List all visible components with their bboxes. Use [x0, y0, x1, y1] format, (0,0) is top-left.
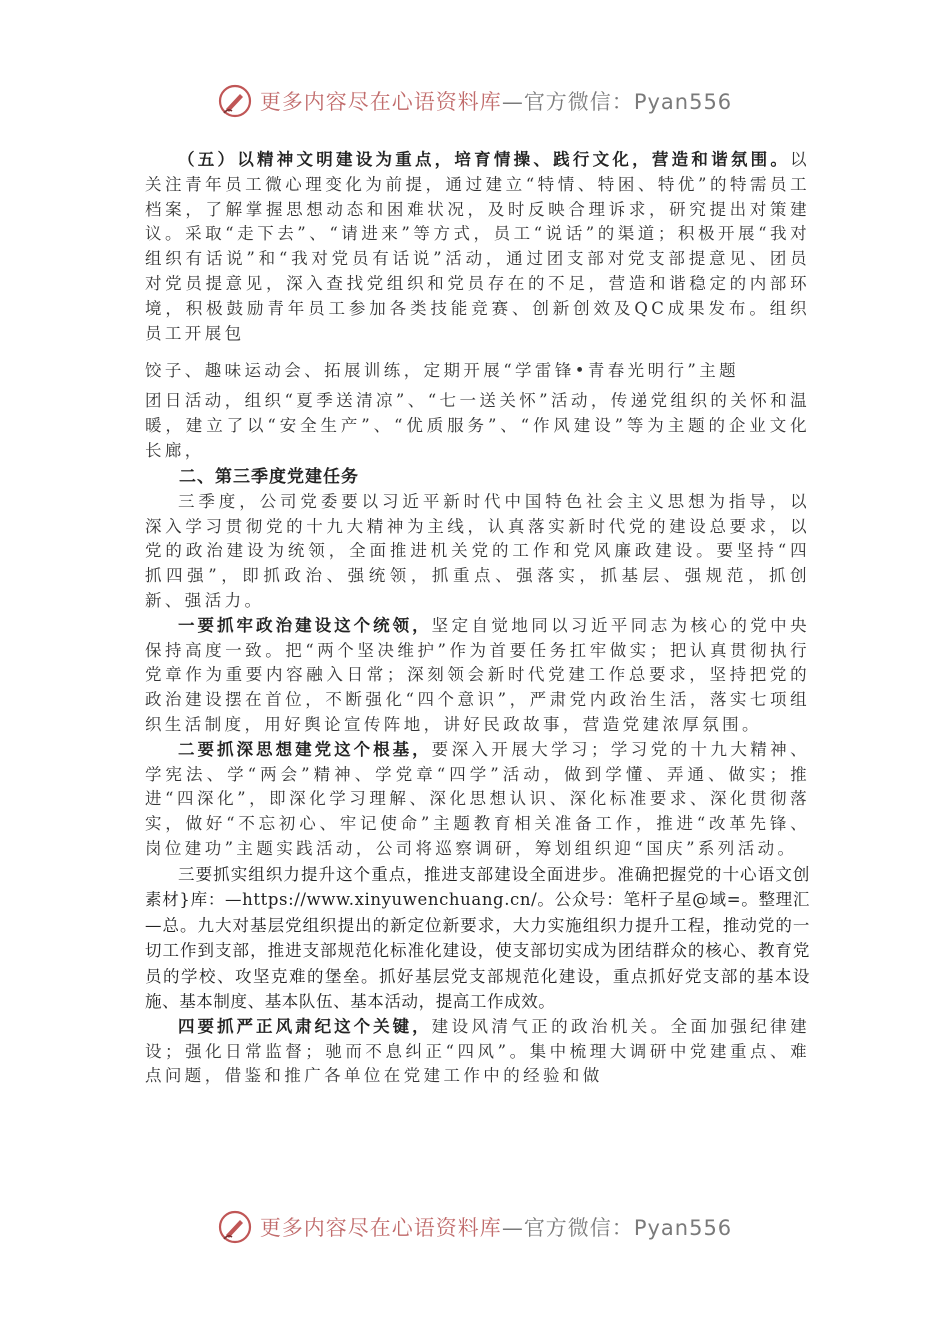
section-heading: 二、第三季度党建任务	[179, 466, 359, 487]
paragraph-line	[145, 389, 810, 463]
pen-logo-icon	[218, 1210, 252, 1244]
paragraph-lead: 一要抓牢政治建设这个统领，	[178, 615, 432, 635]
banner-suffix: 官方微信：	[523, 90, 634, 114]
pen-logo-icon	[218, 84, 252, 118]
paragraph-discipline	[145, 1015, 810, 1089]
paragraph-text: 三季度，公司党委要以习近平新时代中国特色社会主义思想为指导，以深入学习贯彻党的十九大精神为主线，认真落实新时代党的建设总要求，以党的政治建设为统领，全面推进机关党的工作和党风廉政建设。要坚持“四抓四强”，即抓政治、强统领，抓重点、强落实，抓基层、强规范，抓创新、强活力。	[145, 491, 810, 610]
banner-suffix: 官方微信：	[523, 1216, 634, 1240]
banner-account: Pyan556	[633, 90, 733, 114]
paragraph-text: 三要抓实组织力提升这个重点，推进支部建设全面进步。准确把握党的十心语文创素材}库：—https://www.xinyuwenchuang.cn/。公众号：笔杆子星@域=。整理汇—总。九大对基层党组织提出的新定位新要求，大力实施组织力提升工程，推动党的一切工作到支部，推进支部规范化标准化建设，使支部切实成为团结群众的核心、教育党员的学校、攻坚克难的堡垒。抓好基层党支部规范化建设，重点抓好党支部的基本设施、基本制度、基本队伍、基本活动，提高工作成效。	[145, 864, 810, 1012]
paragraph-text: 饺子、趣味运动会、拓展训练，定期开展“学雷锋•青春光明行”主题	[145, 361, 740, 381]
paragraph-text: 团日活动，组织“夏季送清凉”、“七一送关怀”活动，传递党组织的关怀和温暖，建立了以“安全生产”、“优质服务”、“作风建设”等为主题的企业文化长廊，	[145, 391, 810, 460]
paragraph-text: 要深入开展大学习；学习党的十九大精神、学宪法、学“两会”精神、学党章“四学”活动，做到学懂、弄通、做实；推进“四深化”，即深化学习理解、深化思想认识、深化标准要求、深化贯彻落实，做好“不忘初心、牢记使命”主题教育相关准备工作，推进“改革先锋、岗位建功”主题实践活动，公司将巡察调研，筹划组织迎“国庆”系列活动。	[145, 739, 810, 858]
paragraph-politics	[145, 614, 810, 738]
banner-account: Pyan556	[633, 1216, 733, 1240]
document-body	[145, 148, 810, 1089]
paragraph-q3	[145, 490, 810, 614]
paragraph-text: 以关注青年员工微心理变化为前提，通过建立“特情、特困、特优”的特需员工档案，了解掌握思想动态和困难状况，及时反映合理诉求，研究提出对策建议。采取“走下去”、“请进来”等方式，员工“说话”的渠道；积极开展“我对组织有话说”和“我对党员有话说”活动，通过团支部对党支部提意见、团员对党员提意见，深入查找党组织和党员存在的不足，营造和谐稳定的内部环境，积极鼓励青年员工参加各类技能竞赛、创新创效及QC成果发布。组织员工开展包	[145, 150, 810, 343]
paragraph-text: 建设风清气正的政治机关。全面加强纪律建设；强化日常监督；驰而不息纠正“四风”。集中梳理大调研中党建重点、难点问题，借鉴和推广各单位在党建工作中的经验和做	[145, 1016, 810, 1086]
footer-banner	[0, 1210, 950, 1254]
banner-text	[260, 1212, 732, 1242]
banner-prefix: 更多内容尽在心语资料库	[259, 1216, 502, 1240]
paragraph-lead: （五）以精神文明建设为重点，培育情操、践行文化，营造和谐氛围。	[178, 150, 791, 169]
paragraph-culture	[145, 148, 810, 346]
paragraph-text: 坚定自觉地同以习近平同志为核心的党中央保持高度一致。把“两个坚决维护”作为首要任务扛牢做实；把认真贯彻执行党章作为重要内容融入日常；深刻领会新时代党建工作总要求，坚持把党的政治建设摆在首位，不断强化“四个意识”，严肃党内政治生活，落实七项组织生活制度，用好舆论宣传阵地，讲好民政故事，营造党建浓厚氛围。	[145, 615, 810, 734]
banner-prefix: 更多内容尽在心语资料库	[259, 90, 502, 114]
paragraph-lead: 二要抓深思想建党这个根基，	[178, 739, 432, 759]
banner-dash: —	[501, 1216, 524, 1240]
paragraph-lead: 四要抓严正风肃纪这个关键，	[178, 1016, 432, 1036]
header-banner	[0, 84, 950, 128]
banner-text	[260, 86, 732, 116]
banner-dash: —	[501, 90, 524, 114]
paragraph-line	[145, 352, 810, 389]
paragraph-organization	[145, 862, 810, 1015]
paragraph-thought	[145, 738, 810, 862]
